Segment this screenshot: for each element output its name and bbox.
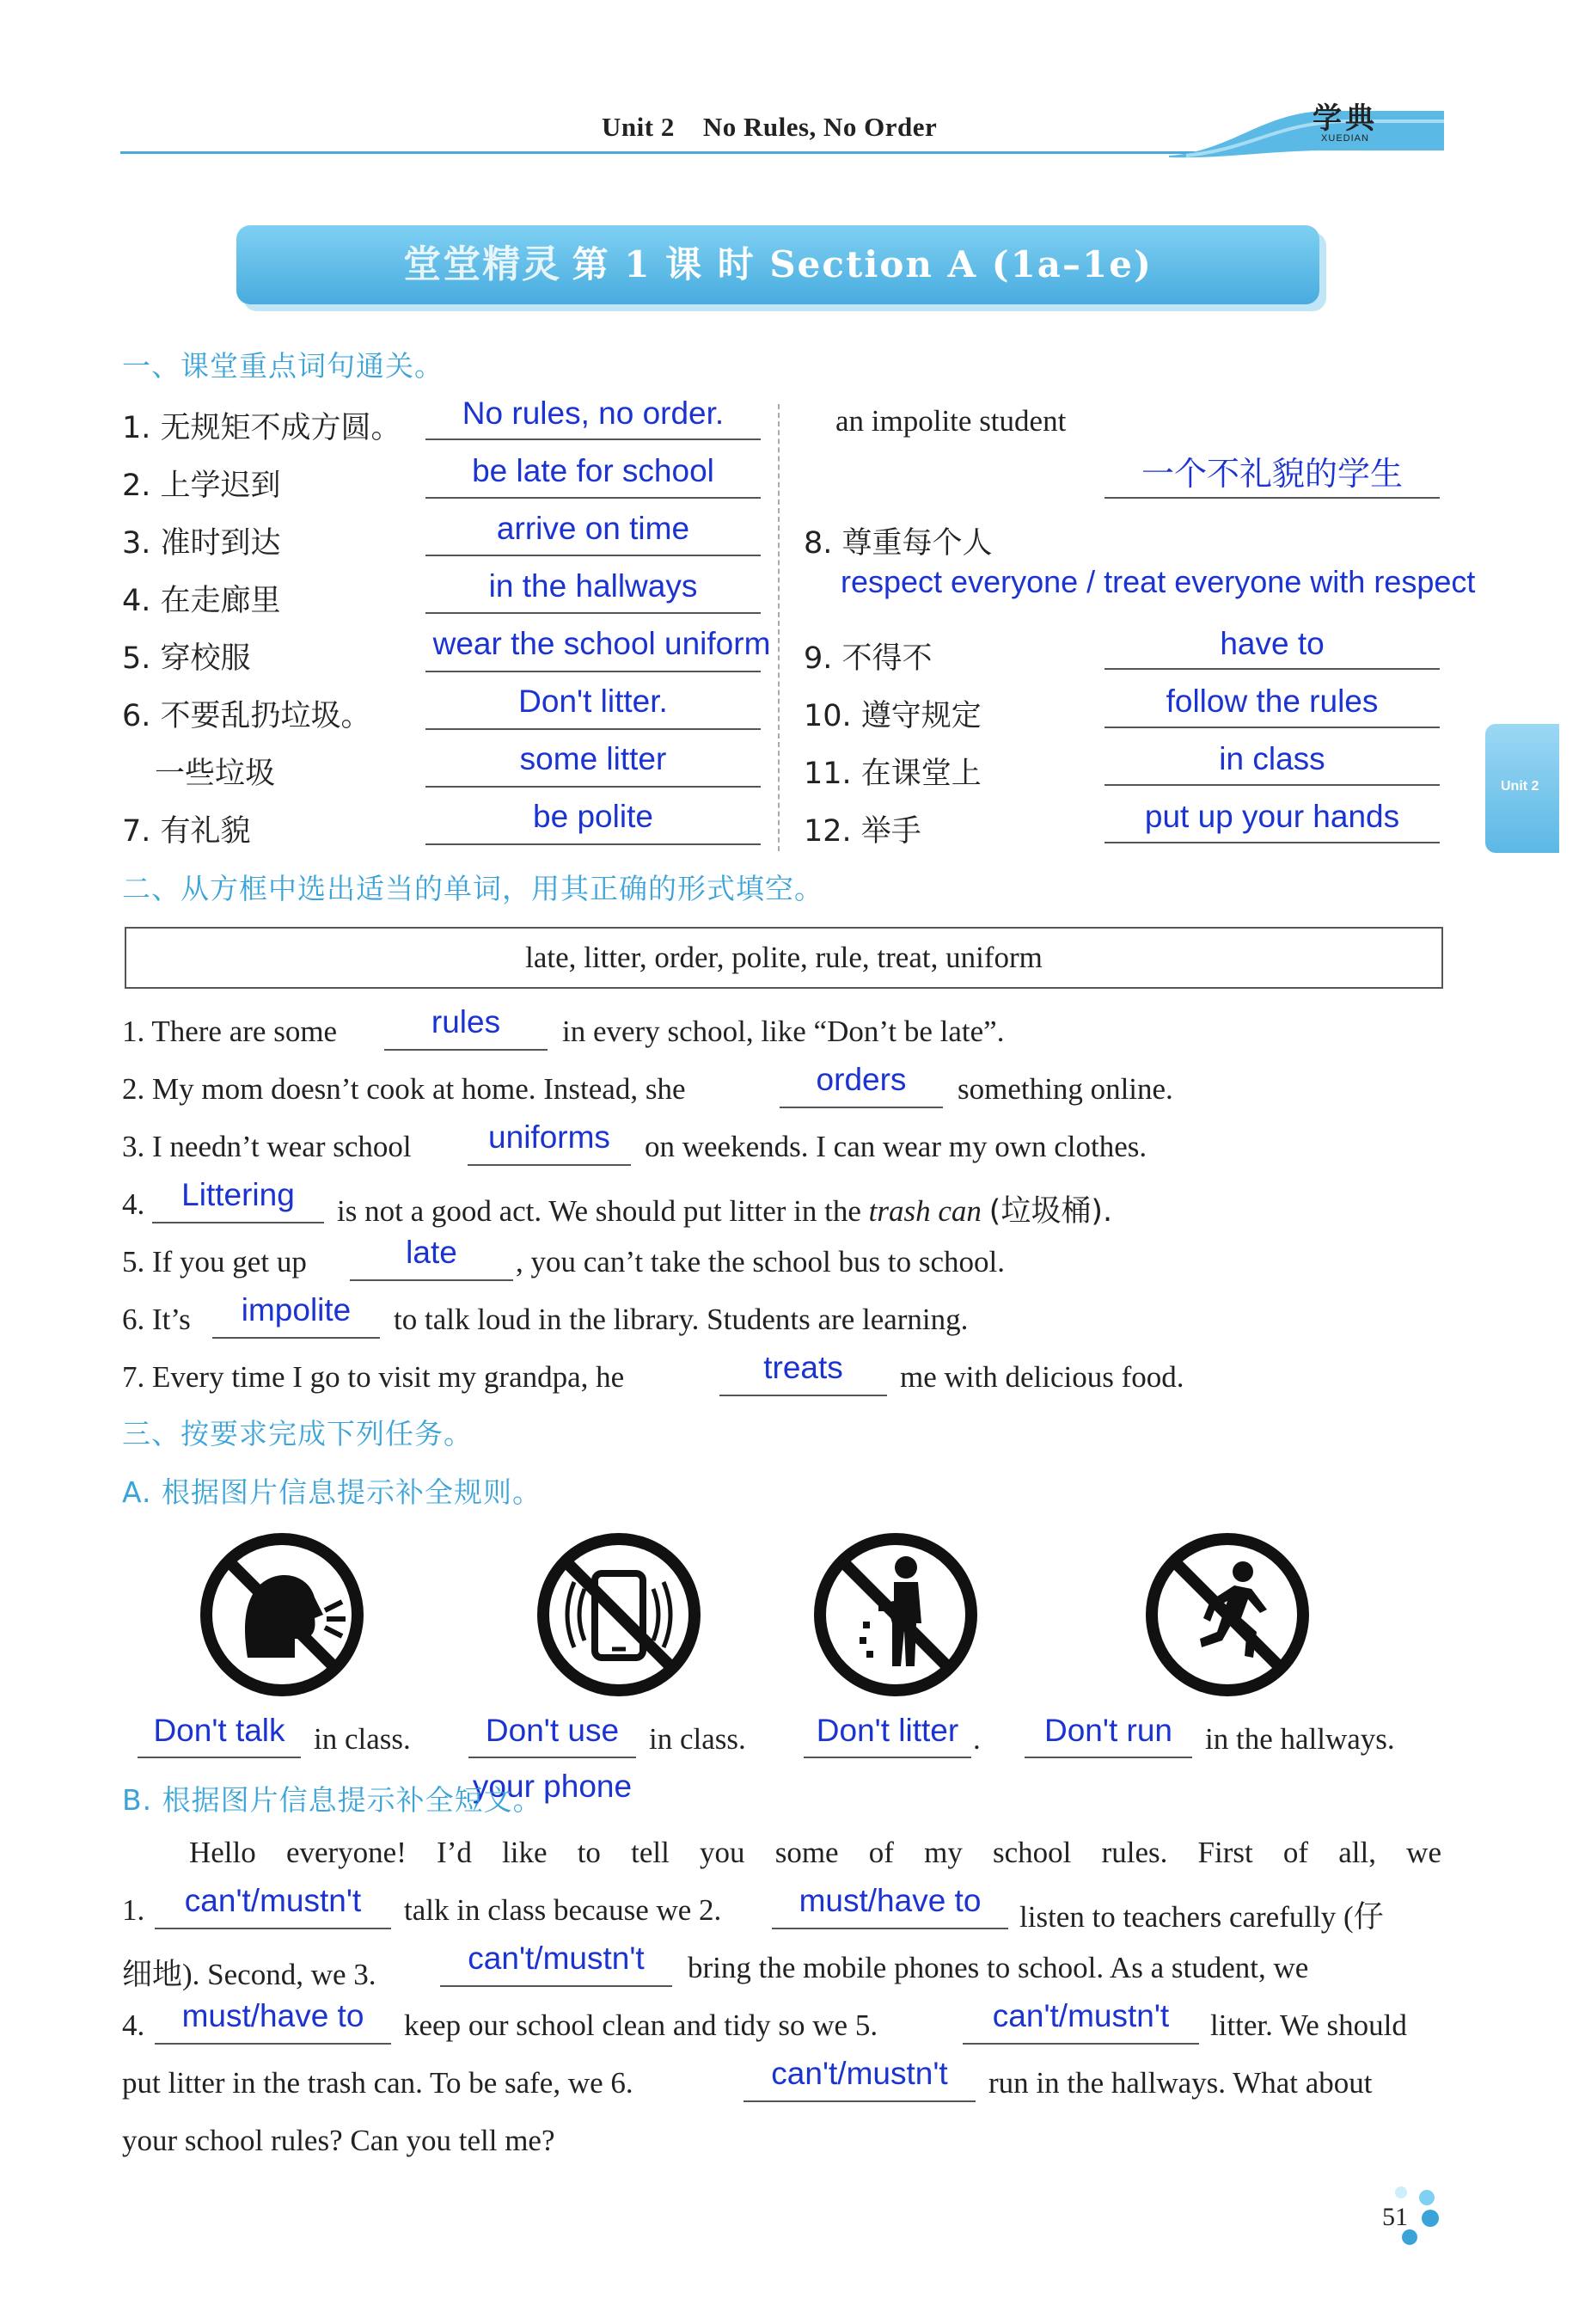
- sign-2-answer[interactable]: Don't use: [485, 1713, 620, 1748]
- s1-item-10-answer[interactable]: follow the rules: [1166, 684, 1379, 719]
- s1-item-2-answer[interactable]: be late for school: [472, 453, 714, 488]
- s2-item-4-italic: trash can: [868, 1194, 982, 1228]
- section2-heading: 二、从方框中选出适当的单词，用其正确的形式填空。: [122, 872, 823, 905]
- xuedian-logo: [1306, 95, 1384, 155]
- s2-item-4-post: [337, 1187, 1112, 1230]
- answer-line: [440, 1985, 672, 1987]
- s2-item-4: [122, 1177, 1113, 1229]
- s1-item-6b-cn: 一些垃圾: [155, 757, 276, 791]
- sign-4-answer[interactable]: Don't run: [1044, 1713, 1172, 1748]
- sign-2-caption: in class.: [649, 1722, 746, 1756]
- s2-item-3-post: on weekends. I can wear my own clothes.: [645, 1130, 1147, 1163]
- s1-item-1-answer[interactable]: No rules, no order.: [462, 396, 725, 431]
- s1-item-5-answer[interactable]: wear the school uniform: [432, 626, 771, 661]
- side-tab-label: Unit 2: [1501, 779, 1539, 794]
- passage-text-7: put litter in the trash can. To be safe, we 6.: [122, 2066, 633, 2100]
- answer-line: [1105, 842, 1440, 843]
- s1-item-9-answer[interactable]: have to: [1220, 626, 1325, 661]
- passage-text-5: keep our school clean and tidy so we 5.: [404, 2008, 878, 2042]
- s2-item-2: [122, 1062, 1173, 1107]
- s2-item-6-post: to talk loud in the library. Students are learning.: [394, 1303, 969, 1336]
- s2-item-6-pre: 6. It’s: [122, 1303, 191, 1336]
- lesson-banner-text: [236, 225, 1319, 304]
- s1-item-8-answer[interactable]: respect everyone / treat everyone with respect: [841, 564, 1476, 599]
- s2-item-4-answer[interactable]: Littering: [181, 1177, 295, 1212]
- s1-item-1-cn: 1. 无规矩不成方圆。: [122, 411, 401, 445]
- answer-line: [425, 728, 761, 730]
- s1-item-6b-answer[interactable]: some litter: [519, 741, 667, 776]
- s1-item-6-cn: 6. 不要乱扔垃圾。: [122, 699, 371, 733]
- answer-line: [719, 1395, 887, 1396]
- s1-item-7-answer[interactable]: be polite: [533, 799, 653, 834]
- passage-blank-1[interactable]: can't/mustn't: [184, 1883, 362, 1918]
- sign-4-caption: in the hallways.: [1205, 1722, 1395, 1756]
- answer-line: [1025, 1757, 1192, 1758]
- s2-item-7-post: me with delicious food.: [900, 1360, 1184, 1394]
- header-rule: [120, 151, 1195, 154]
- no-running-icon: [1141, 1529, 1313, 1701]
- passage-blank-4[interactable]: must/have to: [181, 1998, 364, 2033]
- sign-1-answer[interactable]: Don't talk: [153, 1713, 285, 1748]
- answer-line: [425, 438, 761, 440]
- answer-line: [963, 2043, 1199, 2045]
- passage-blank-6[interactable]: can't/mustn't: [771, 2056, 948, 2091]
- banner-lesson: 第 1 课 时 Section A (1a–1e): [572, 243, 1153, 285]
- word-box: late, litter, order, polite, rule, treat, uniform: [125, 927, 1443, 989]
- answer-line: [425, 843, 761, 845]
- s2-item-7: [122, 1350, 1184, 1395]
- lesson-banner: [236, 225, 1319, 304]
- s1-right-answer[interactable]: 一个不礼貌的学生: [1141, 455, 1403, 493]
- s2-item-5-post: , you can’t take the school bus to school.: [516, 1245, 1005, 1279]
- s2-item-4-pre: 4.: [122, 1187, 145, 1221]
- s2-item-1-pre: 1. There are some: [122, 1015, 338, 1048]
- s2-item-2-answer[interactable]: orders: [816, 1062, 907, 1097]
- page-number: 51: [1382, 2203, 1408, 2231]
- logo-en: XUEDIAN: [1321, 133, 1369, 144]
- s1-item-12-answer[interactable]: put up your hands: [1144, 799, 1400, 834]
- answer-line: [425, 497, 761, 499]
- answer-line: [804, 1757, 971, 1758]
- unit-title: Unit 2 No Rules, No Order: [602, 112, 938, 142]
- part-a-heading: A. 根据图片信息提示补全规则。: [122, 1475, 542, 1509]
- answer-line: [155, 1928, 391, 1929]
- s1-item-4-answer[interactable]: in the hallways: [488, 568, 698, 604]
- s1-item-3-answer[interactable]: arrive on time: [496, 511, 690, 546]
- passage-text-4: bring the mobile phones to school. As a student, we: [688, 1951, 1309, 1984]
- sign-3-caption: .: [973, 1722, 981, 1756]
- passage-text-3: 细地). Second, we 3.: [122, 1958, 376, 1991]
- s2-item-3-pre: 3. I needn’t wear school: [122, 1130, 412, 1163]
- s1-item-10-cn: 10. 遵守规定: [804, 699, 982, 733]
- answer-line: [468, 1757, 636, 1758]
- s1-item-12-cn: 12. 举手: [804, 814, 921, 849]
- part-b-heading: B. 根据图片信息提示补全短文。: [122, 1783, 542, 1817]
- answer-line: [350, 1279, 513, 1281]
- passage-text-2: listen to teachers carefully (仔: [1019, 1900, 1384, 1934]
- s1-item-5-cn: 5. 穿校服: [122, 641, 251, 676]
- s2-item-2-pre: 2. My mom doesn’t cook at home. Instead, she: [122, 1072, 686, 1106]
- s1-item-7-cn: 7. 有礼貌: [122, 814, 251, 849]
- s2-item-6: [122, 1292, 969, 1337]
- answer-line: [772, 1928, 1008, 1929]
- passage-blank-5[interactable]: can't/mustn't: [992, 1998, 1170, 2033]
- answer-line: [468, 1164, 631, 1166]
- s2-item-6-answer[interactable]: impolite: [241, 1292, 352, 1328]
- s2-item-2-post: something online.: [958, 1072, 1173, 1106]
- column-divider: [778, 404, 780, 851]
- s2-item-5: [122, 1235, 1005, 1279]
- answer-line: [152, 1222, 324, 1223]
- s2-item-3-answer[interactable]: uniforms: [488, 1119, 610, 1155]
- s1-item-8-cn: 8. 尊重每个人: [804, 526, 993, 561]
- answer-line: [425, 786, 761, 788]
- passage-text-9: your school rules? Can you tell me?: [122, 2124, 555, 2157]
- passage-b1-num: 1.: [122, 1893, 145, 1927]
- s1-item-4-cn: 4. 在走廊里: [122, 584, 281, 618]
- answer-line: [1105, 497, 1440, 499]
- sign-3-answer[interactable]: Don't litter: [816, 1713, 959, 1748]
- answer-line: [1105, 727, 1440, 728]
- no-littering-icon: [810, 1529, 982, 1701]
- unit-side-tab: [1485, 724, 1559, 853]
- no-phone-icon: [533, 1529, 705, 1701]
- s1-item-3-cn: 3. 准时到达: [122, 526, 281, 561]
- s2-item-4-post-text: is not a good act. We should put litter in the: [337, 1194, 861, 1228]
- passage-text-6: litter. We should: [1210, 2008, 1407, 2042]
- s2-item-5-pre: 5. If you get up: [122, 1245, 307, 1279]
- no-talking-icon: [196, 1529, 368, 1701]
- s2-item-1: [122, 1004, 1005, 1049]
- answer-line: [1105, 668, 1440, 670]
- section1-heading: 一、课堂重点词句通关。: [122, 349, 444, 383]
- answer-line: [1105, 784, 1440, 786]
- answer-line: [425, 671, 761, 672]
- sign-1-caption: in class.: [314, 1722, 411, 1756]
- answer-line: [425, 555, 761, 556]
- answer-line: [155, 2043, 391, 2045]
- s1-item-11-cn: 11. 在课堂上: [804, 757, 982, 791]
- answer-line: [780, 1107, 943, 1108]
- s1-right-prompt: an impolite student: [835, 404, 1067, 438]
- passage-text-1: talk in class because we 2.: [404, 1893, 722, 1927]
- logo-cn: 学典: [1313, 101, 1378, 136]
- s2-item-7-pre: 7. Every time I go to visit my grandpa, he: [122, 1360, 625, 1394]
- answer-line: [138, 1757, 301, 1758]
- s2-item-4-tail: (垃圾桶).: [988, 1194, 1113, 1229]
- sign-2-answer-line2[interactable]: your phone: [472, 1769, 633, 1804]
- answer-line: [384, 1049, 548, 1051]
- s2-item-1-answer[interactable]: rules: [431, 1004, 501, 1039]
- section3-heading: 三、按要求完成下列任务。: [122, 1417, 473, 1450]
- s2-item-3: [122, 1119, 1147, 1164]
- banner-brand: 堂堂精灵: [403, 242, 562, 286]
- s1-item-11-answer[interactable]: in class: [1219, 741, 1325, 776]
- answer-line: [743, 2100, 976, 2102]
- s1-item-6-answer[interactable]: Don't litter.: [518, 684, 668, 719]
- passage-line-1: Hello everyone! I’d like to tell you some of my school rules. First of all, we: [189, 1836, 1441, 1869]
- passage-blank-3[interactable]: can't/mustn't: [468, 1941, 645, 1976]
- answer-line: [212, 1337, 380, 1339]
- passage-text-8: run in the hallways. What about: [988, 2066, 1373, 2100]
- answer-line: [425, 612, 761, 614]
- passage-b4-num: 4.: [122, 2008, 145, 2042]
- s1-item-2-cn: 2. 上学迟到: [122, 469, 281, 503]
- s2-item-1-post: in every school, like “Don’t be late”.: [562, 1015, 1005, 1048]
- s1-item-9-cn: 9. 不得不: [804, 641, 933, 676]
- passage-blank-2[interactable]: must/have to: [799, 1883, 982, 1918]
- s2-item-5-answer[interactable]: late: [406, 1235, 457, 1270]
- s2-item-7-answer[interactable]: treats: [763, 1350, 843, 1385]
